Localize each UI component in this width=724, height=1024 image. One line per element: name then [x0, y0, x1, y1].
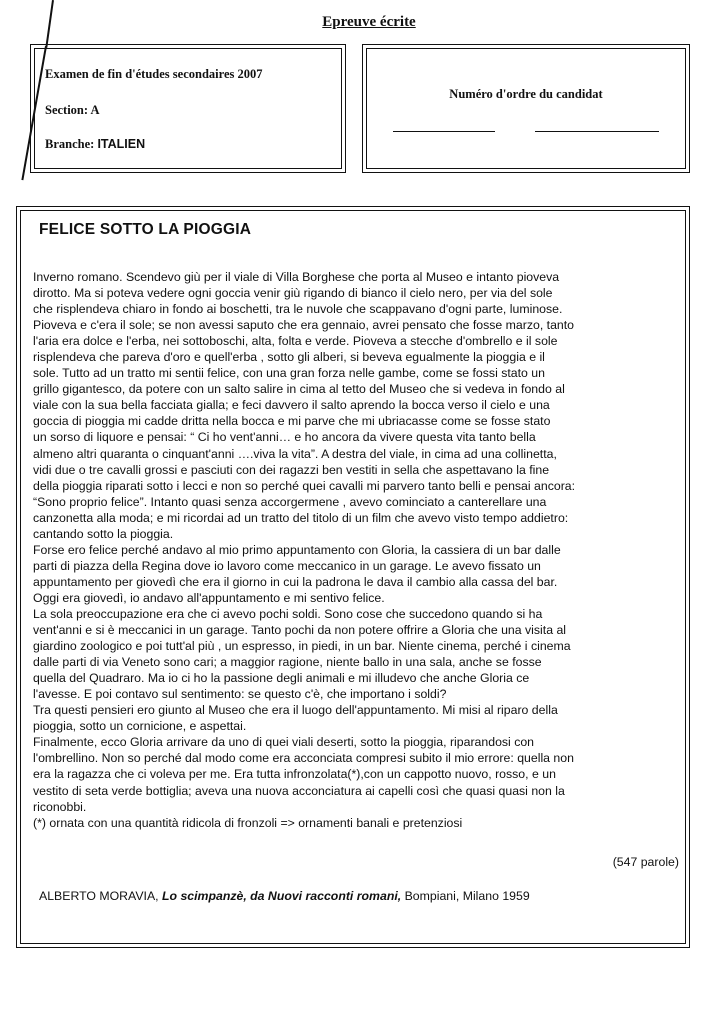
story-line: riconobbi.	[33, 799, 87, 814]
story-line: goccia di pioggia mi cadde dritta nella bocca e mi parve che mi ubriacasse come se fosse stato	[33, 414, 551, 429]
section-line: Section: A	[45, 103, 100, 117]
exam-info-box	[30, 44, 346, 173]
story-line: almeno altri quaranta o cinquant'anni ….viva la vita”. A destra del viale, in cima ad una collinetta,	[33, 446, 557, 461]
candidate-number-label: Numéro d'ordre du candidat	[449, 87, 603, 101]
story-line: un sorso di liquore e pensai: “ Ci ho vent'anni… e ho ancora da vivere questa vita tanto bella	[33, 430, 536, 445]
story-line: appuntamento per giovedì che era il giorno in cui la padrona le dava il cambio alla cassa del bar.	[33, 574, 558, 589]
story-line: Pioveva e c'era il sole; se non avessi saputo che era gennaio, avrei pensato che fosse marzo, tanto	[33, 318, 574, 333]
story-line: cantando sotto la pioggia.	[33, 526, 174, 541]
story-line: quella del Quadraro. Ma io ci ho la passione degli animali e mi illudevo che anche Gloria ce	[33, 671, 530, 686]
story-body	[33, 269, 683, 831]
story-line: Tra questi pensieri ero giunto al Museo che era il luogo dell'appuntamento. Mi misi al riparo della	[33, 703, 558, 718]
page-header-title: Epreuve écrite	[322, 14, 416, 30]
branch-value: ITALIEN	[97, 137, 146, 151]
story-line: vestito di seta verde bottiglia; aveva una nuova acconciatura ai capelli così che quasi quasi non la	[33, 783, 565, 798]
citation-work: Lo scimpanzè, da Nuovi racconti romani,	[162, 889, 402, 903]
story-line: che risplendeva chiaro in fondo ai boschetti, tra le nuvole che scappavano d'ogni parte, luminose.	[33, 302, 563, 317]
citation-publisher: Bompiani, Milano 1959	[404, 889, 530, 903]
story-line: canzonetta alla moda; e mi ricordai ad un tratto del titolo di un film che avevo visto tempo addietro:	[33, 510, 569, 525]
story-line: dalle parti di via Veneto sono cari; a maggior ragione, niente ballo in una sala, anche se fosse	[33, 655, 542, 670]
citation-author: ALBERTO MORAVIA,	[39, 889, 159, 903]
story-line: Inverno romano. Scendevo giù per il viale di Villa Borghese che porta al Museo e intanto pioveva	[33, 270, 560, 284]
word-count: (547 parole)	[612, 855, 679, 869]
exam-year-line: Examen de fin d'études secondaires 2007	[45, 67, 263, 81]
story-line: (*) ornata con una quantità ridicola di fronzoli => ornamenti banali e pretenziosi	[33, 815, 463, 830]
candidate-number-box	[362, 44, 690, 173]
story-line: sole. Tutto ad un tratto mi sentii felice, con una gran forza nelle gambe, come se fossi stato un	[33, 366, 545, 381]
story-line: era la ragazza che ci voleva per me. Era tutta infronzolata(*),con un cappotto nuovo, rosso, e un	[33, 767, 556, 782]
story-line: risplendeva che pareva d'oro e quell'erba , sotto gli alberi, si beveva egualmente la pioggia e il	[33, 350, 545, 365]
story-line: dirotto. Ma si poteva vedere ogni goccia venir giù rigando di bianco il cielo nero, per via del sole	[33, 286, 553, 301]
story-title: FELICE SOTTO LA PIOGGIA	[39, 221, 252, 238]
story-line: l'ombrellino. Non so perché dal modo come era acconciata compresi subito il mio errore: quella non	[33, 751, 574, 766]
story-line: pioggia, sotto un cornicione, e aspettai.	[33, 719, 247, 734]
citation	[39, 889, 530, 903]
story-line: parti di piazza della Regina dove io lavoro come meccanico in un garage. Le avevo fissato un	[33, 558, 541, 573]
candidate-number-blank[interactable]	[535, 131, 659, 132]
story-line: della pioggia riparati sotto i lecci e non so perché quei cavalli mi parvero tanto belli e pensai ancora:	[33, 478, 576, 493]
branch-label: Branche:	[45, 137, 95, 151]
story-line: Forse ero felice perché andavo al mio primo appuntamento con Gloria, la cassiera di un bar dalle	[33, 542, 561, 557]
story-line: vent'anni e si è meccanici in un garage. Tanto pochi da non potere offrire a Gloria che una visita al	[33, 623, 567, 638]
story-line: “Sono proprio felice”. Intanto quasi senza accorgermene , avevo cominciato a canterellare una	[33, 494, 547, 509]
story-line: viale con la sua bella facciata gialla; e feci davvero il salto aprendo la bocca verso il cielo e una	[33, 398, 550, 413]
story-line: l'avesse. E poi contavo sul sentimento: se questo c'è, che importano i soldi?	[33, 687, 447, 702]
story-line: Oggi era giovedì, io andavo all'appuntamento e mi sentivo felice.	[33, 590, 385, 605]
reading-text-box	[16, 206, 690, 948]
candidate-number-blank[interactable]	[393, 131, 495, 132]
story-line: l'aria era dolce e l'erba, nei sottoboschi, alta, folta e verde. Pioveva a stecche d'ombrello e il sole	[33, 334, 558, 349]
story-line: vidi due o tre cavalli grossi e pasciuti con dei ragazzi ben vestiti in sella che aspettavano la fine	[33, 462, 550, 477]
story-line: La sola preoccupazione era che ci avevo pochi soldi. Sono cose che succedono quando si ha	[33, 606, 543, 621]
branch-line	[45, 137, 145, 152]
story-line: giardino zoologico e poi tutt'al più , un espresso, in piedi, in un bar. Niente cinema, perché i cinema	[33, 639, 571, 654]
story-line: grillo gigantesco, da potere con un salto salire in cima al tetto del Museo che si vedeva in fondo al	[33, 382, 565, 397]
story-line: Finalmente, ecco Gloria arrivare da uno di quei viali deserti, sotto la pioggia, riparandosi con	[33, 735, 535, 750]
